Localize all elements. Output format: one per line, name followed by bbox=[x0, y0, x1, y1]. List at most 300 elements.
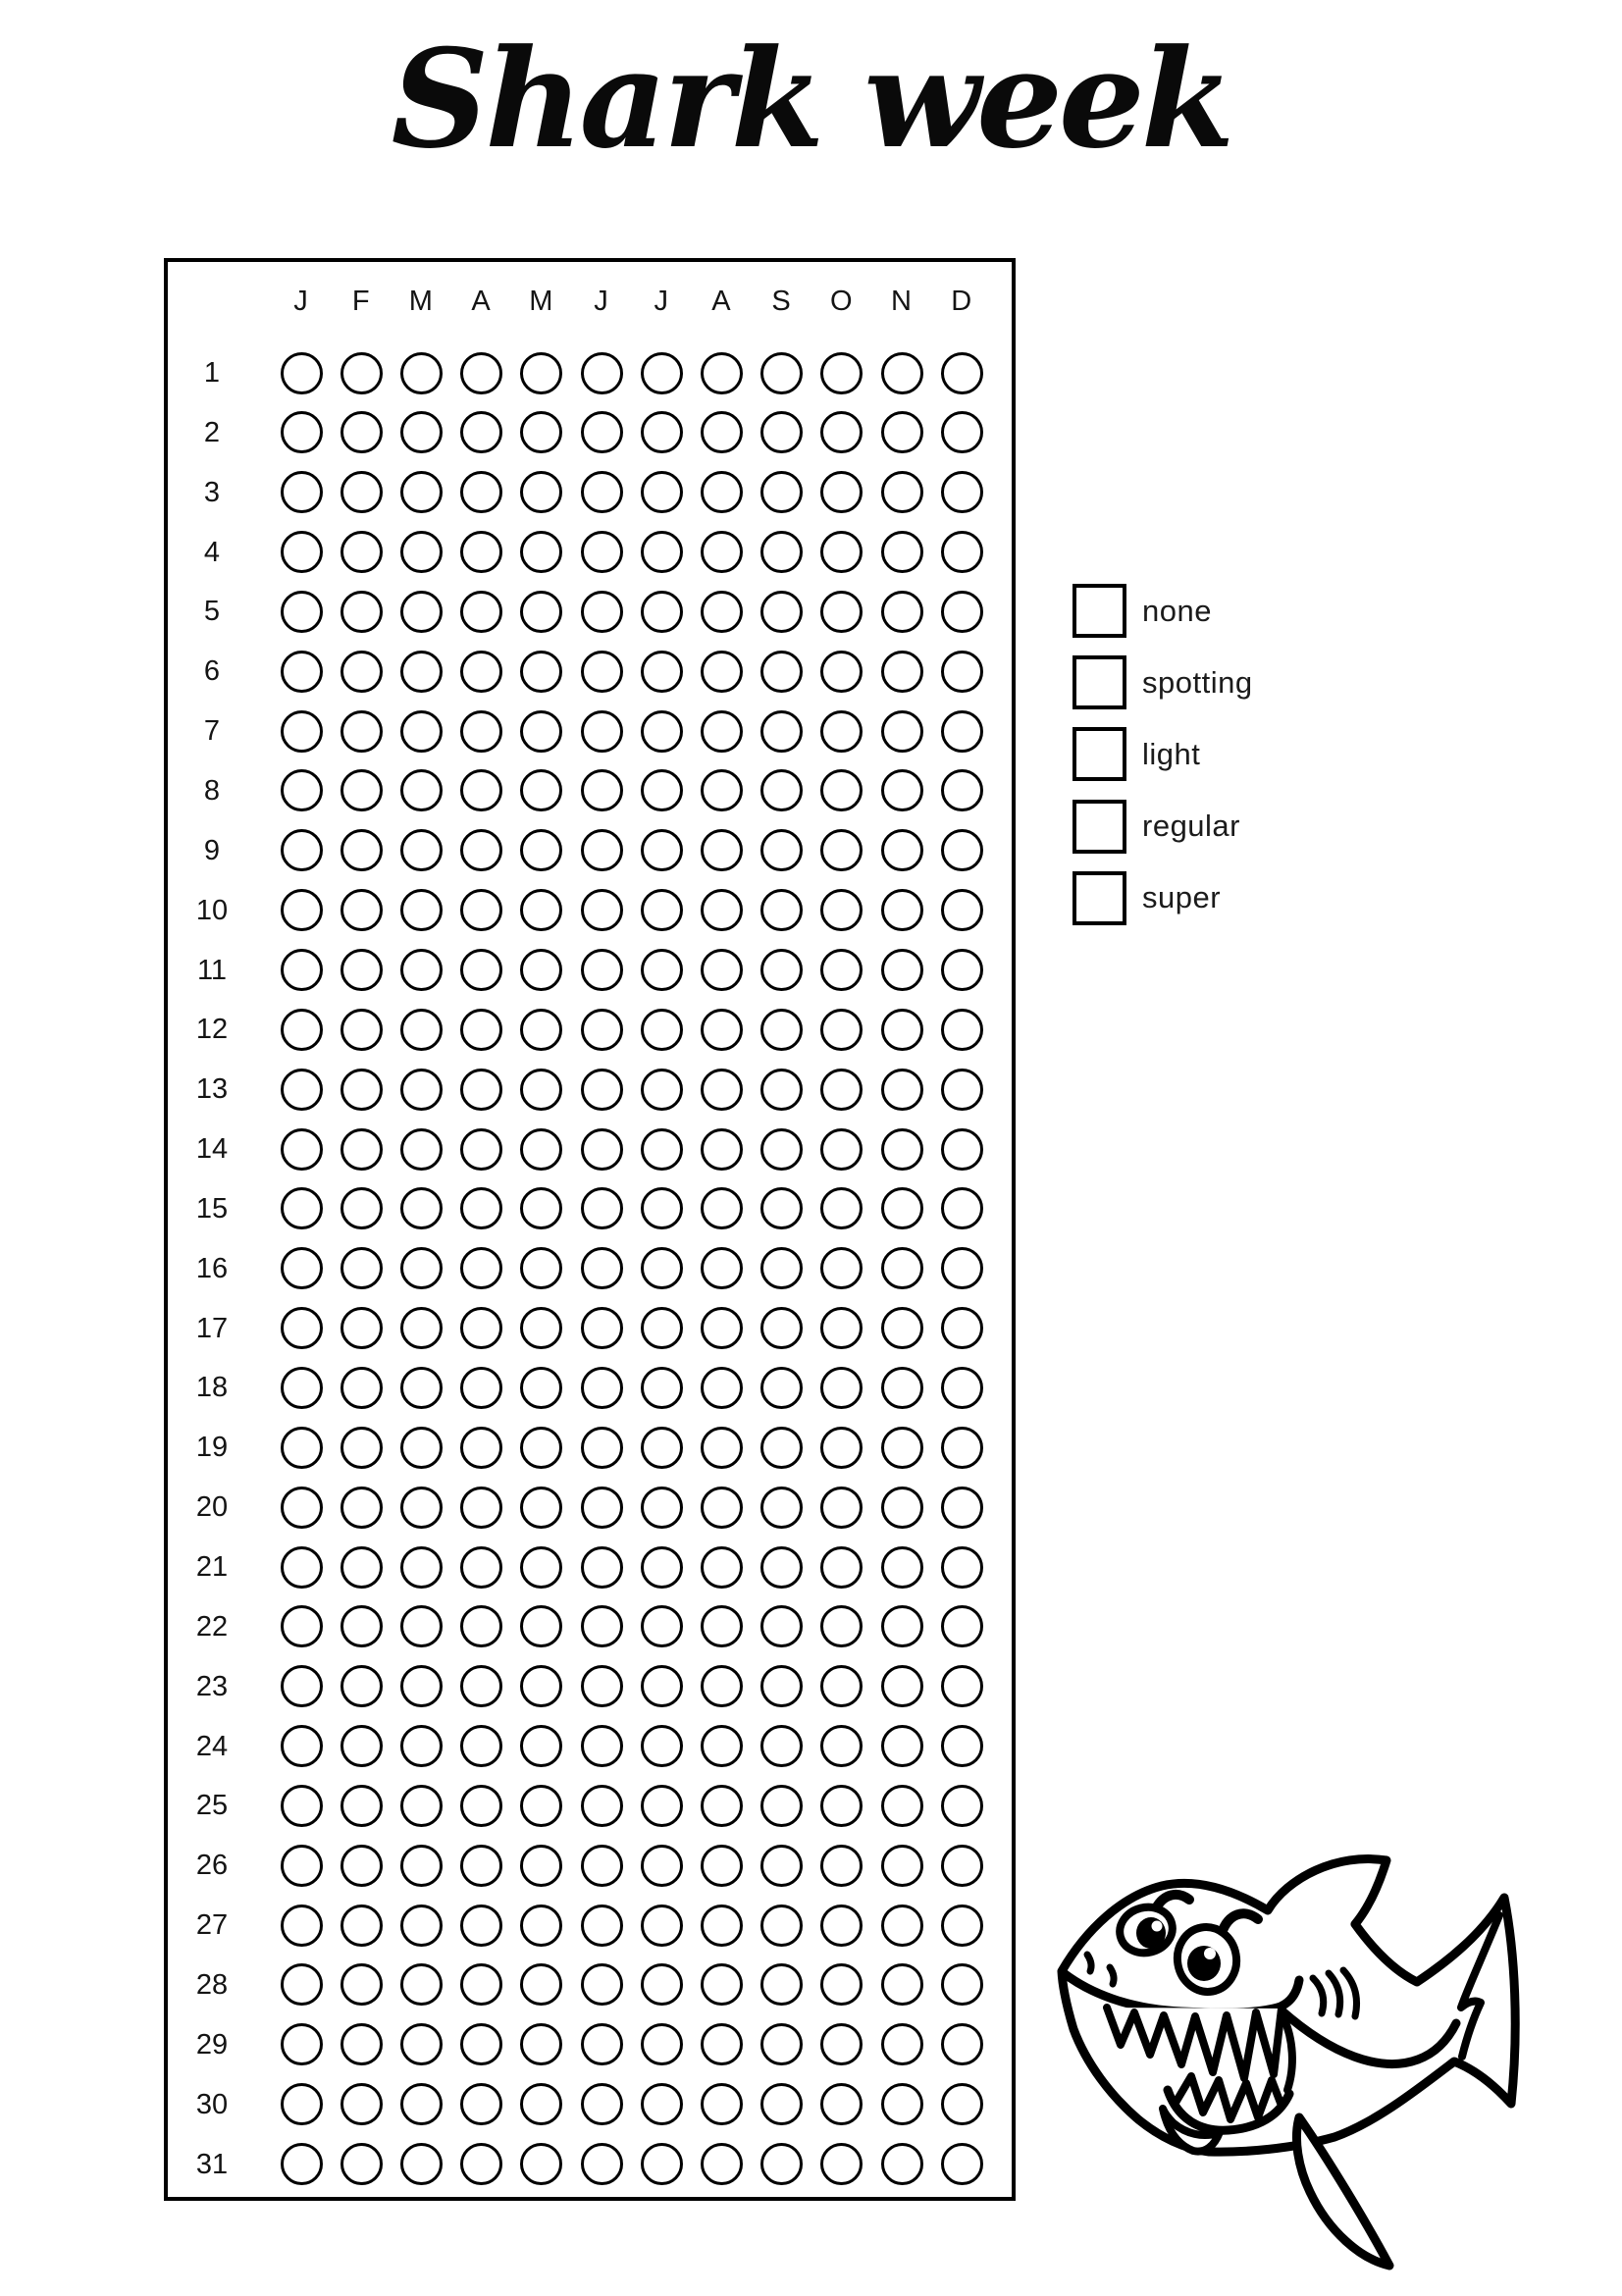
day-circle[interactable] bbox=[701, 1785, 743, 1827]
day-circle[interactable] bbox=[820, 1487, 863, 1529]
day-circle[interactable] bbox=[941, 1367, 983, 1409]
day-circle[interactable] bbox=[641, 531, 683, 573]
day-circle[interactable] bbox=[520, 1128, 562, 1171]
day-circle[interactable] bbox=[460, 1605, 502, 1647]
day-circle[interactable] bbox=[340, 1785, 383, 1827]
day-circle[interactable] bbox=[820, 2023, 863, 2065]
day-circle[interactable] bbox=[701, 829, 743, 871]
day-circle[interactable] bbox=[701, 1845, 743, 1887]
day-circle[interactable] bbox=[820, 1605, 863, 1647]
day-circle[interactable] bbox=[281, 1845, 323, 1887]
day-circle[interactable] bbox=[340, 2023, 383, 2065]
day-circle[interactable] bbox=[760, 471, 803, 513]
day-circle[interactable] bbox=[520, 1187, 562, 1229]
day-circle[interactable] bbox=[941, 2143, 983, 2185]
day-circle[interactable] bbox=[340, 1963, 383, 2006]
day-circle[interactable] bbox=[340, 889, 383, 931]
day-circle[interactable] bbox=[460, 591, 502, 633]
day-circle[interactable] bbox=[941, 591, 983, 633]
day-circle[interactable] bbox=[760, 651, 803, 693]
day-circle[interactable] bbox=[340, 411, 383, 453]
day-circle[interactable] bbox=[941, 411, 983, 453]
legend-checkbox[interactable] bbox=[1073, 655, 1126, 709]
day-circle[interactable] bbox=[340, 1009, 383, 1051]
day-circle[interactable] bbox=[460, 1187, 502, 1229]
day-circle[interactable] bbox=[941, 1427, 983, 1469]
day-circle[interactable] bbox=[581, 1487, 623, 1529]
legend-checkbox[interactable] bbox=[1073, 800, 1126, 854]
day-circle[interactable] bbox=[820, 1546, 863, 1589]
day-circle[interactable] bbox=[460, 1069, 502, 1111]
day-circle[interactable] bbox=[701, 710, 743, 753]
day-circle[interactable] bbox=[400, 1605, 443, 1647]
day-circle[interactable] bbox=[460, 1665, 502, 1707]
day-circle[interactable] bbox=[460, 1128, 502, 1171]
day-circle[interactable] bbox=[340, 1307, 383, 1349]
day-circle[interactable] bbox=[941, 1605, 983, 1647]
day-circle[interactable] bbox=[581, 710, 623, 753]
day-circle[interactable] bbox=[820, 2143, 863, 2185]
day-circle[interactable] bbox=[760, 949, 803, 991]
day-circle[interactable] bbox=[760, 1128, 803, 1171]
day-circle[interactable] bbox=[701, 1307, 743, 1349]
day-circle[interactable] bbox=[581, 591, 623, 633]
day-circle[interactable] bbox=[641, 1605, 683, 1647]
day-circle[interactable] bbox=[941, 1187, 983, 1229]
day-circle[interactable] bbox=[400, 1665, 443, 1707]
day-circle[interactable] bbox=[760, 1247, 803, 1289]
day-circle[interactable] bbox=[760, 1009, 803, 1051]
day-circle[interactable] bbox=[400, 829, 443, 871]
day-circle[interactable] bbox=[760, 1187, 803, 1229]
day-circle[interactable] bbox=[281, 1247, 323, 1289]
day-circle[interactable] bbox=[820, 1187, 863, 1229]
day-circle[interactable] bbox=[701, 949, 743, 991]
day-circle[interactable] bbox=[701, 889, 743, 931]
day-circle[interactable] bbox=[701, 2023, 743, 2065]
day-circle[interactable] bbox=[701, 411, 743, 453]
day-circle[interactable] bbox=[340, 1487, 383, 1529]
day-circle[interactable] bbox=[641, 1546, 683, 1589]
day-circle[interactable] bbox=[460, 651, 502, 693]
day-circle[interactable] bbox=[820, 651, 863, 693]
day-circle[interactable] bbox=[760, 2023, 803, 2065]
day-circle[interactable] bbox=[520, 710, 562, 753]
day-circle[interactable] bbox=[400, 2083, 443, 2125]
day-circle[interactable] bbox=[881, 1546, 923, 1589]
day-circle[interactable] bbox=[340, 1605, 383, 1647]
day-circle[interactable] bbox=[520, 1905, 562, 1947]
day-circle[interactable] bbox=[701, 1487, 743, 1529]
day-circle[interactable] bbox=[581, 1845, 623, 1887]
day-circle[interactable] bbox=[641, 889, 683, 931]
day-circle[interactable] bbox=[400, 1487, 443, 1529]
day-circle[interactable] bbox=[941, 769, 983, 811]
day-circle[interactable] bbox=[701, 1546, 743, 1589]
day-circle[interactable] bbox=[941, 1785, 983, 1827]
day-circle[interactable] bbox=[520, 471, 562, 513]
day-circle[interactable] bbox=[820, 352, 863, 394]
day-circle[interactable] bbox=[941, 1963, 983, 2006]
day-circle[interactable] bbox=[520, 591, 562, 633]
day-circle[interactable] bbox=[340, 1247, 383, 1289]
day-circle[interactable] bbox=[400, 591, 443, 633]
day-circle[interactable] bbox=[281, 2143, 323, 2185]
day-circle[interactable] bbox=[400, 352, 443, 394]
day-circle[interactable] bbox=[701, 1963, 743, 2006]
day-circle[interactable] bbox=[520, 769, 562, 811]
day-circle[interactable] bbox=[400, 531, 443, 573]
day-circle[interactable] bbox=[941, 352, 983, 394]
day-circle[interactable] bbox=[581, 1546, 623, 1589]
day-circle[interactable] bbox=[760, 889, 803, 931]
day-circle[interactable] bbox=[281, 1069, 323, 1111]
day-circle[interactable] bbox=[400, 411, 443, 453]
day-circle[interactable] bbox=[281, 1427, 323, 1469]
day-circle[interactable] bbox=[641, 829, 683, 871]
day-circle[interactable] bbox=[340, 2143, 383, 2185]
day-circle[interactable] bbox=[340, 1187, 383, 1229]
day-circle[interactable] bbox=[820, 1845, 863, 1887]
day-circle[interactable] bbox=[881, 352, 923, 394]
day-circle[interactable] bbox=[881, 1785, 923, 1827]
day-circle[interactable] bbox=[641, 1963, 683, 2006]
day-circle[interactable] bbox=[460, 1367, 502, 1409]
day-circle[interactable] bbox=[641, 949, 683, 991]
day-circle[interactable] bbox=[581, 352, 623, 394]
day-circle[interactable] bbox=[400, 1546, 443, 1589]
day-circle[interactable] bbox=[581, 2023, 623, 2065]
day-circle[interactable] bbox=[760, 352, 803, 394]
day-circle[interactable] bbox=[400, 1307, 443, 1349]
day-circle[interactable] bbox=[641, 2143, 683, 2185]
day-circle[interactable] bbox=[760, 1605, 803, 1647]
day-circle[interactable] bbox=[881, 1128, 923, 1171]
day-circle[interactable] bbox=[641, 1665, 683, 1707]
day-circle[interactable] bbox=[520, 949, 562, 991]
day-circle[interactable] bbox=[581, 1247, 623, 1289]
day-circle[interactable] bbox=[941, 471, 983, 513]
day-circle[interactable] bbox=[460, 1307, 502, 1349]
day-circle[interactable] bbox=[760, 829, 803, 871]
day-circle[interactable] bbox=[820, 411, 863, 453]
day-circle[interactable] bbox=[281, 1128, 323, 1171]
day-circle[interactable] bbox=[641, 651, 683, 693]
day-circle[interactable] bbox=[400, 1963, 443, 2006]
day-circle[interactable] bbox=[820, 1307, 863, 1349]
day-circle[interactable] bbox=[581, 1785, 623, 1827]
day-circle[interactable] bbox=[760, 1307, 803, 1349]
day-circle[interactable] bbox=[881, 1905, 923, 1947]
day-circle[interactable] bbox=[400, 1069, 443, 1111]
day-circle[interactable] bbox=[281, 651, 323, 693]
day-circle[interactable] bbox=[520, 2143, 562, 2185]
day-circle[interactable] bbox=[701, 1905, 743, 1947]
day-circle[interactable] bbox=[820, 2083, 863, 2125]
day-circle[interactable] bbox=[941, 1128, 983, 1171]
day-circle[interactable] bbox=[520, 531, 562, 573]
day-circle[interactable] bbox=[281, 1307, 323, 1349]
day-circle[interactable] bbox=[281, 949, 323, 991]
day-circle[interactable] bbox=[400, 769, 443, 811]
day-circle[interactable] bbox=[400, 2023, 443, 2065]
day-circle[interactable] bbox=[581, 1605, 623, 1647]
day-circle[interactable] bbox=[520, 411, 562, 453]
day-circle[interactable] bbox=[641, 2023, 683, 2065]
day-circle[interactable] bbox=[641, 1187, 683, 1229]
day-circle[interactable] bbox=[460, 531, 502, 573]
day-circle[interactable] bbox=[581, 2143, 623, 2185]
day-circle[interactable] bbox=[701, 1605, 743, 1647]
day-circle[interactable] bbox=[881, 1009, 923, 1051]
day-circle[interactable] bbox=[641, 769, 683, 811]
day-circle[interactable] bbox=[701, 1128, 743, 1171]
day-circle[interactable] bbox=[701, 2143, 743, 2185]
day-circle[interactable] bbox=[400, 1785, 443, 1827]
day-circle[interactable] bbox=[460, 2083, 502, 2125]
day-circle[interactable] bbox=[460, 1247, 502, 1289]
day-circle[interactable] bbox=[941, 1665, 983, 1707]
day-circle[interactable] bbox=[820, 769, 863, 811]
day-circle[interactable] bbox=[941, 889, 983, 931]
day-circle[interactable] bbox=[760, 411, 803, 453]
legend-checkbox[interactable] bbox=[1073, 727, 1126, 781]
day-circle[interactable] bbox=[881, 1069, 923, 1111]
day-circle[interactable] bbox=[340, 1069, 383, 1111]
day-circle[interactable] bbox=[460, 411, 502, 453]
day-circle[interactable] bbox=[581, 1307, 623, 1349]
day-circle[interactable] bbox=[881, 651, 923, 693]
day-circle[interactable] bbox=[460, 1546, 502, 1589]
day-circle[interactable] bbox=[460, 710, 502, 753]
day-circle[interactable] bbox=[760, 1487, 803, 1529]
day-circle[interactable] bbox=[581, 769, 623, 811]
day-circle[interactable] bbox=[701, 531, 743, 573]
day-circle[interactable] bbox=[520, 1307, 562, 1349]
day-circle[interactable] bbox=[581, 1187, 623, 1229]
day-circle[interactable] bbox=[820, 591, 863, 633]
day-circle[interactable] bbox=[820, 1247, 863, 1289]
day-circle[interactable] bbox=[760, 1725, 803, 1767]
day-circle[interactable] bbox=[760, 769, 803, 811]
day-circle[interactable] bbox=[881, 1665, 923, 1707]
day-circle[interactable] bbox=[340, 2083, 383, 2125]
day-circle[interactable] bbox=[881, 1605, 923, 1647]
day-circle[interactable] bbox=[581, 889, 623, 931]
day-circle[interactable] bbox=[641, 352, 683, 394]
day-circle[interactable] bbox=[581, 1427, 623, 1469]
day-circle[interactable] bbox=[400, 1427, 443, 1469]
day-circle[interactable] bbox=[641, 1427, 683, 1469]
day-circle[interactable] bbox=[881, 1427, 923, 1469]
day-circle[interactable] bbox=[941, 1247, 983, 1289]
legend-checkbox[interactable] bbox=[1073, 584, 1126, 638]
day-circle[interactable] bbox=[581, 1367, 623, 1409]
day-circle[interactable] bbox=[400, 1367, 443, 1409]
day-circle[interactable] bbox=[460, 829, 502, 871]
day-circle[interactable] bbox=[820, 1785, 863, 1827]
day-circle[interactable] bbox=[520, 1546, 562, 1589]
day-circle[interactable] bbox=[881, 591, 923, 633]
day-circle[interactable] bbox=[340, 1905, 383, 1947]
day-circle[interactable] bbox=[641, 1845, 683, 1887]
day-circle[interactable] bbox=[641, 471, 683, 513]
day-circle[interactable] bbox=[881, 1487, 923, 1529]
day-circle[interactable] bbox=[400, 471, 443, 513]
day-circle[interactable] bbox=[460, 1427, 502, 1469]
day-circle[interactable] bbox=[881, 769, 923, 811]
day-circle[interactable] bbox=[820, 1905, 863, 1947]
day-circle[interactable] bbox=[520, 1963, 562, 2006]
day-circle[interactable] bbox=[340, 769, 383, 811]
day-circle[interactable] bbox=[881, 1963, 923, 2006]
day-circle[interactable] bbox=[820, 1665, 863, 1707]
day-circle[interactable] bbox=[281, 1187, 323, 1229]
day-circle[interactable] bbox=[941, 1546, 983, 1589]
day-circle[interactable] bbox=[641, 1247, 683, 1289]
day-circle[interactable] bbox=[641, 1009, 683, 1051]
day-circle[interactable] bbox=[641, 1069, 683, 1111]
day-circle[interactable] bbox=[400, 1725, 443, 1767]
day-circle[interactable] bbox=[340, 1367, 383, 1409]
day-circle[interactable] bbox=[941, 1307, 983, 1349]
day-circle[interactable] bbox=[520, 1367, 562, 1409]
day-circle[interactable] bbox=[760, 1963, 803, 2006]
day-circle[interactable] bbox=[520, 1247, 562, 1289]
day-circle[interactable] bbox=[281, 1785, 323, 1827]
day-circle[interactable] bbox=[281, 352, 323, 394]
day-circle[interactable] bbox=[701, 1069, 743, 1111]
day-circle[interactable] bbox=[520, 1785, 562, 1827]
day-circle[interactable] bbox=[581, 1905, 623, 1947]
day-circle[interactable] bbox=[941, 651, 983, 693]
day-circle[interactable] bbox=[400, 710, 443, 753]
day-circle[interactable] bbox=[760, 1785, 803, 1827]
day-circle[interactable] bbox=[941, 1069, 983, 1111]
day-circle[interactable] bbox=[760, 1367, 803, 1409]
day-circle[interactable] bbox=[760, 1069, 803, 1111]
day-circle[interactable] bbox=[581, 1963, 623, 2006]
day-circle[interactable] bbox=[460, 1725, 502, 1767]
day-circle[interactable] bbox=[581, 1665, 623, 1707]
day-circle[interactable] bbox=[760, 1845, 803, 1887]
day-circle[interactable] bbox=[881, 411, 923, 453]
day-circle[interactable] bbox=[581, 1725, 623, 1767]
day-circle[interactable] bbox=[701, 1367, 743, 1409]
day-circle[interactable] bbox=[400, 2143, 443, 2185]
day-circle[interactable] bbox=[400, 1905, 443, 1947]
day-circle[interactable] bbox=[520, 1845, 562, 1887]
day-circle[interactable] bbox=[881, 1845, 923, 1887]
day-circle[interactable] bbox=[881, 2023, 923, 2065]
day-circle[interactable] bbox=[820, 1725, 863, 1767]
day-circle[interactable] bbox=[820, 889, 863, 931]
day-circle[interactable] bbox=[460, 1785, 502, 1827]
day-circle[interactable] bbox=[760, 710, 803, 753]
day-circle[interactable] bbox=[760, 1546, 803, 1589]
day-circle[interactable] bbox=[701, 2083, 743, 2125]
day-circle[interactable] bbox=[281, 471, 323, 513]
day-circle[interactable] bbox=[520, 1605, 562, 1647]
day-circle[interactable] bbox=[760, 1665, 803, 1707]
day-circle[interactable] bbox=[340, 1845, 383, 1887]
day-circle[interactable] bbox=[641, 1487, 683, 1529]
day-circle[interactable] bbox=[400, 889, 443, 931]
day-circle[interactable] bbox=[460, 1845, 502, 1887]
day-circle[interactable] bbox=[520, 1487, 562, 1529]
day-circle[interactable] bbox=[701, 1187, 743, 1229]
day-circle[interactable] bbox=[641, 591, 683, 633]
day-circle[interactable] bbox=[520, 1725, 562, 1767]
day-circle[interactable] bbox=[281, 2023, 323, 2065]
day-circle[interactable] bbox=[941, 2083, 983, 2125]
day-circle[interactable] bbox=[941, 1487, 983, 1529]
day-circle[interactable] bbox=[281, 2083, 323, 2125]
day-circle[interactable] bbox=[641, 1725, 683, 1767]
day-circle[interactable] bbox=[701, 1725, 743, 1767]
day-circle[interactable] bbox=[641, 1905, 683, 1947]
day-circle[interactable] bbox=[760, 2143, 803, 2185]
day-circle[interactable] bbox=[641, 2083, 683, 2125]
day-circle[interactable] bbox=[340, 829, 383, 871]
day-circle[interactable] bbox=[281, 1487, 323, 1529]
day-circle[interactable] bbox=[881, 1367, 923, 1409]
day-circle[interactable] bbox=[701, 769, 743, 811]
day-circle[interactable] bbox=[460, 1487, 502, 1529]
day-circle[interactable] bbox=[641, 710, 683, 753]
legend-checkbox[interactable] bbox=[1073, 871, 1126, 925]
day-circle[interactable] bbox=[881, 1187, 923, 1229]
day-circle[interactable] bbox=[340, 531, 383, 573]
day-circle[interactable] bbox=[281, 1009, 323, 1051]
day-circle[interactable] bbox=[881, 1247, 923, 1289]
day-circle[interactable] bbox=[520, 1009, 562, 1051]
day-circle[interactable] bbox=[460, 471, 502, 513]
day-circle[interactable] bbox=[340, 710, 383, 753]
day-circle[interactable] bbox=[340, 1725, 383, 1767]
day-circle[interactable] bbox=[641, 1307, 683, 1349]
day-circle[interactable] bbox=[581, 651, 623, 693]
day-circle[interactable] bbox=[941, 1845, 983, 1887]
day-circle[interactable] bbox=[941, 1905, 983, 1947]
day-circle[interactable] bbox=[701, 471, 743, 513]
day-circle[interactable] bbox=[820, 829, 863, 871]
day-circle[interactable] bbox=[881, 889, 923, 931]
day-circle[interactable] bbox=[881, 829, 923, 871]
day-circle[interactable] bbox=[581, 1128, 623, 1171]
day-circle[interactable] bbox=[941, 829, 983, 871]
day-circle[interactable] bbox=[641, 1128, 683, 1171]
day-circle[interactable] bbox=[941, 1009, 983, 1051]
day-circle[interactable] bbox=[820, 531, 863, 573]
day-circle[interactable] bbox=[340, 651, 383, 693]
day-circle[interactable] bbox=[701, 1665, 743, 1707]
day-circle[interactable] bbox=[460, 2023, 502, 2065]
day-circle[interactable] bbox=[281, 1725, 323, 1767]
day-circle[interactable] bbox=[701, 352, 743, 394]
day-circle[interactable] bbox=[340, 471, 383, 513]
day-circle[interactable] bbox=[400, 1128, 443, 1171]
day-circle[interactable] bbox=[701, 591, 743, 633]
day-circle[interactable] bbox=[460, 949, 502, 991]
day-circle[interactable] bbox=[881, 949, 923, 991]
day-circle[interactable] bbox=[460, 1963, 502, 2006]
day-circle[interactable] bbox=[400, 1187, 443, 1229]
day-circle[interactable] bbox=[701, 1009, 743, 1051]
day-circle[interactable] bbox=[340, 949, 383, 991]
day-circle[interactable] bbox=[340, 352, 383, 394]
day-circle[interactable] bbox=[701, 1247, 743, 1289]
